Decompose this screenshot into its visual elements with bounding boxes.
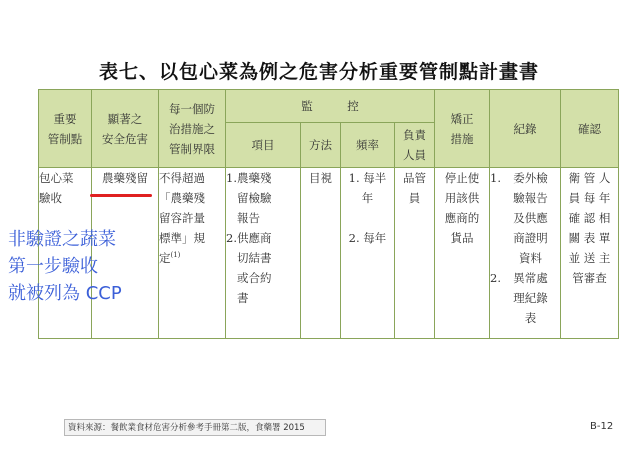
header-item: 項目	[226, 123, 301, 168]
cell-hazard: 農藥殘留	[92, 168, 159, 339]
header-critical-limit: 每一個防 治措施之 管制界限	[159, 90, 226, 168]
cell-critical-limit: 不得超過 「農藥殘 留容許量 標準」規 定$^{(1)}$	[159, 168, 226, 339]
cell-person: 品管 員	[395, 168, 435, 339]
page-number: B-12	[590, 421, 614, 432]
header-monitoring: 監 控	[226, 90, 435, 123]
highlight-underline	[90, 194, 152, 197]
header-hazard: 顯著之 安全危害	[92, 90, 159, 168]
header-corrective-action: 矯正 措施	[435, 90, 490, 168]
header-frequency: 頻率	[341, 123, 395, 168]
header-verification: 確認	[561, 90, 619, 168]
cell-record: 1. 委外檢 驗報告 及供應 商證明 資料 2. 異常處 理紀錄 表	[490, 168, 561, 339]
haccp-plan-table	[38, 89, 619, 339]
cell-item: 1. 農藥殘 留檢驗 報告 2. 供應商 切結書 或合約 書	[226, 168, 301, 339]
cell-corrective-action: 停止使 用該供 應商的 貨品	[435, 168, 490, 339]
cell-ccp: 包心菜 驗收	[39, 168, 92, 339]
header-record: 紀錄	[490, 90, 561, 168]
header-person: 負責 人員	[395, 123, 435, 168]
annotation-note: 非驗證之蔬菜 第一步驗收 就被列為 CCP	[8, 229, 122, 304]
header-method: 方法	[301, 123, 341, 168]
source-citation: 資料來源：餐飲業食材危害分析參考手冊第二版，食藥署 2015	[64, 419, 326, 436]
page-title: 表七、以包心菜為例之危害分析重要管制點計畫書	[98, 61, 539, 83]
cell-method: 目視	[301, 168, 341, 339]
cell-frequency: 1. 每半 年 2. 每年	[341, 168, 395, 339]
cell-verification: 衛 管 人 員 每 年 確 認 相 關 表 單 並 送 主 管審查	[561, 168, 619, 339]
header-ccp: 重要 管制點	[39, 90, 92, 168]
